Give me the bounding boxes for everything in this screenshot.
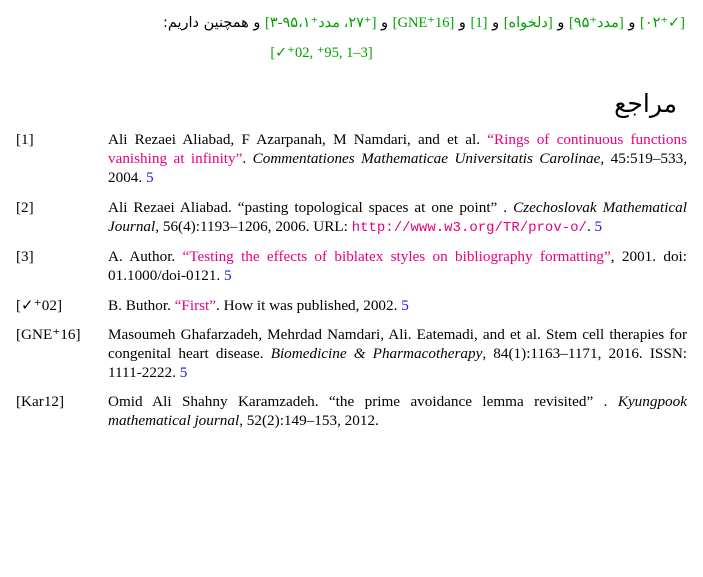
references-heading: مراجع xyxy=(614,89,677,119)
bibliography-segment-plain: . xyxy=(586,217,595,235)
citation-compressed-line[interactable]: [✓⁺02, ⁺95, 1–3] xyxy=(270,44,373,61)
bibliography-segment-plain: , 84(1):1163–1171, 2016. ISSN: 1111-2222. xyxy=(108,344,688,381)
persian-citation-line xyxy=(18,10,685,38)
persian-intro-block xyxy=(0,0,703,67)
bibliography-segment-plain: B. Buthor. xyxy=(108,296,175,314)
bibliography-entry-label[interactable]: [1] xyxy=(16,131,34,149)
bibliography-segment-mono[interactable]: http://www.w3.org/TR/prov-o/ xyxy=(351,219,587,236)
bibliography-entry xyxy=(16,198,687,238)
citation-delkhah[interactable]: [دلخواه] xyxy=(503,15,553,31)
bibliography-segment-pink[interactable]: “Rings of continuous functions vanishing at infinity” xyxy=(108,131,687,168)
conjunction-3: و xyxy=(492,15,500,31)
bibliography-segment-italic: Kyungpook mathematical journal xyxy=(108,393,687,430)
citation-madad95[interactable]: [مدد⁺۹۵] xyxy=(568,15,624,31)
bibliography-entry-label[interactable]: [2] xyxy=(16,198,34,216)
bibliography-segment-italic: Biomedicine & Pharmacotherapy xyxy=(270,344,483,362)
bibliography-segment-plain: . How it was published, 2002. xyxy=(216,296,402,314)
citation-group[interactable]: [⁺۲۷، مدد⁺۹۵،۱-۳] xyxy=(265,15,377,31)
bibliography-entry-body xyxy=(108,325,687,382)
citation-check02[interactable]: [✓⁺۰۲] xyxy=(639,15,685,31)
bibliography-segment-plain: , 52(2):149–153, 2012. xyxy=(239,412,379,430)
bibliography-entry xyxy=(16,296,687,315)
bibliography-segment-plain: Omid Ali Shahny Karamzadeh. “the prime avoidance lemma revisited” . xyxy=(108,393,618,411)
bibliography-segment-plain: Ali Rezaei Aliabad. “pasting topological spaces at one point” . xyxy=(108,198,514,216)
bibliography-segment-plain: A. Author. xyxy=(108,248,183,266)
bibliography-list xyxy=(0,120,703,430)
bibliography-entry-body xyxy=(108,247,687,285)
bibliography-segment-blue[interactable]: 5 xyxy=(401,296,409,314)
bibliography-segment-blue[interactable]: 5 xyxy=(179,363,188,381)
bibliography-segment-plain: Ali Rezaei Aliabad, F Azarpanah, M Namdari, and et al. xyxy=(108,131,488,149)
bibliography-entry-body xyxy=(108,198,687,238)
bibliography-segment-blue[interactable]: 5 xyxy=(594,217,603,235)
bibliography-segment-plain: Masoumeh Ghafarzadeh, Mehrdad Namdari, Ali. Eatemadi, and et al. Stem cell therapies for congenital heart disease. xyxy=(108,325,687,362)
bibliography-entry-label[interactable]: [3] xyxy=(16,248,34,266)
bibliography-entry-body xyxy=(108,296,687,315)
bibliography-entry xyxy=(16,247,687,285)
bibliography-entry-label[interactable]: [✓⁺02] xyxy=(16,296,63,314)
citation-1[interactable]: [1] xyxy=(470,15,488,31)
bibliography-segment-plain: , 56(4):1193–1206, 2006. URL: xyxy=(155,217,352,235)
bibliography-segment-italic: Czechoslovak Mathematical Journal xyxy=(108,198,687,235)
conjunction-2: و xyxy=(557,15,565,31)
bibliography-segment-blue[interactable]: 5 xyxy=(145,169,154,187)
bibliography-entry-label[interactable]: [GNE⁺16] xyxy=(16,325,81,343)
bibliography-segment-italic: Commentationes Mathematicae Universitatis Carolinae xyxy=(252,150,601,168)
conjunction-4: و xyxy=(458,15,466,31)
conjunction-1: و xyxy=(628,15,636,31)
persian-tail-text: و همچنین داریم: xyxy=(162,15,261,31)
bibliography-segment-blue[interactable]: 5 xyxy=(224,267,232,285)
conjunction-5: و xyxy=(381,15,389,31)
bibliography-entry xyxy=(16,325,687,382)
citation-gne16[interactable]: [GNE⁺16] xyxy=(392,15,455,31)
bibliography-segment-plain: . xyxy=(242,150,253,168)
bibliography-entry xyxy=(16,392,687,430)
bibliography-entry-body xyxy=(108,392,687,430)
bibliography-segment-plain: , 2001. doi: 01.1000/doi-0121. xyxy=(108,248,687,285)
bibliography-segment-plain: , 45:519–533, 2004. xyxy=(108,150,687,187)
bibliography-entry-label[interactable]: [Kar12] xyxy=(16,393,65,411)
bibliography-entry-body xyxy=(108,130,687,187)
bibliography-segment-pink[interactable]: “Testing the effects of biblatex styles on bibliography formatting” xyxy=(182,248,611,266)
bibliography-entry xyxy=(16,130,687,187)
bibliography-segment-pink[interactable]: “First” xyxy=(174,296,217,314)
